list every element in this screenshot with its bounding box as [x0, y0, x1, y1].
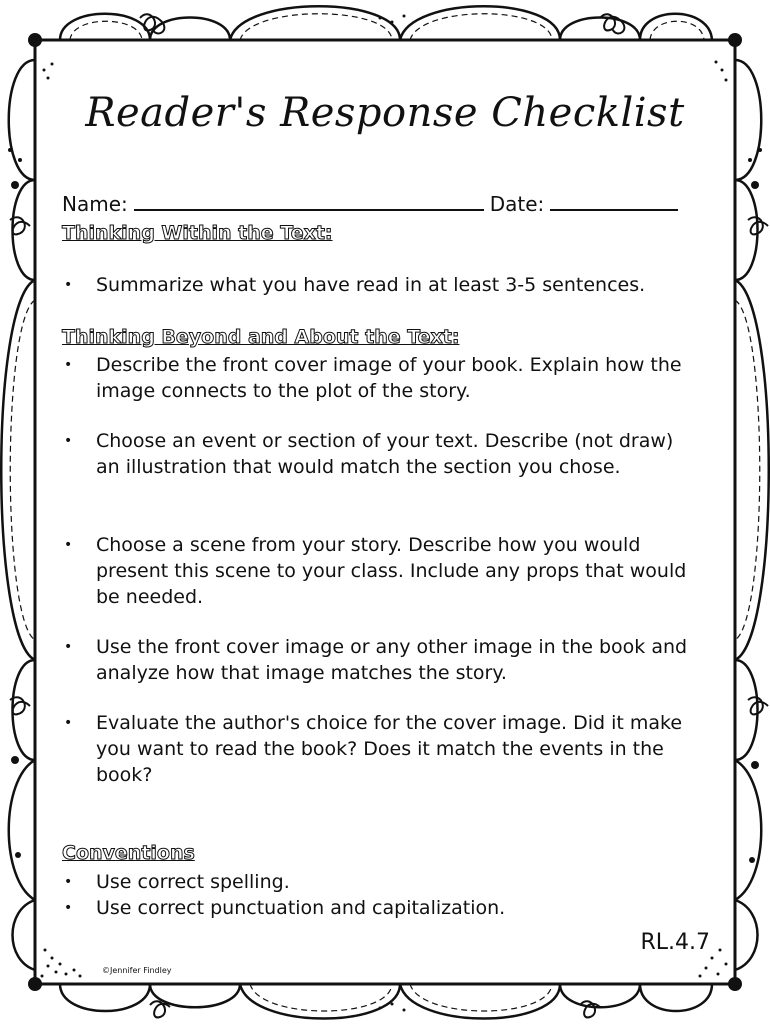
bullet: • [64, 357, 73, 373]
bullet: • [64, 874, 73, 890]
list-item [62, 710, 702, 788]
copyright-text: ©Jennifer Findley [102, 966, 172, 975]
date-label: Date: [489, 192, 545, 216]
item-text: Choose an event or section of your text. Describe (not draw) an illustration that would match the section you chose. [96, 430, 674, 478]
item-text: Describe the front cover image of your book. Explain how the image connects to the plot of the story. [96, 354, 682, 402]
list-item [62, 532, 702, 610]
item-text: Use the front cover image or any other image in the book and analyze how that image matches the story. [96, 636, 688, 684]
section-heading-conventions: Conventions [62, 842, 195, 864]
bullet: • [64, 639, 73, 655]
list-item [62, 272, 702, 298]
item-text: Use correct spelling. [96, 871, 290, 893]
name-date-line [62, 192, 694, 216]
bullet: • [64, 537, 73, 553]
item-text: Use correct punctuation and capitalization. [96, 897, 506, 919]
bullet: • [64, 277, 73, 293]
item-text: Summarize what you have read in at least 3-5 sentences. [96, 274, 646, 296]
item-text: Choose a scene from your story. Describe how you would present this scene to your class. Include any props that would be needed. [96, 534, 687, 608]
list-item [62, 428, 702, 480]
name-blank[interactable] [134, 193, 484, 211]
date-blank[interactable] [550, 193, 678, 211]
list-item [62, 634, 702, 686]
bullet: • [64, 433, 73, 449]
list-item [62, 895, 702, 921]
section-heading-within: Thinking Within the Text: [62, 222, 333, 244]
list-item [62, 869, 702, 895]
section-heading-beyond: Thinking Beyond and About the Text: [62, 326, 460, 348]
list-item [62, 352, 702, 404]
bullet: • [64, 900, 73, 916]
bullet: • [64, 715, 73, 731]
name-label: Name: [62, 192, 128, 216]
standard-code: RL.4.7 [640, 930, 710, 955]
item-text: Evaluate the author's choice for the cover image. Did it make you want to read the book? Does it match the events in the book? [96, 712, 683, 786]
page-title: Reader's Response Checklist [85, 90, 685, 136]
